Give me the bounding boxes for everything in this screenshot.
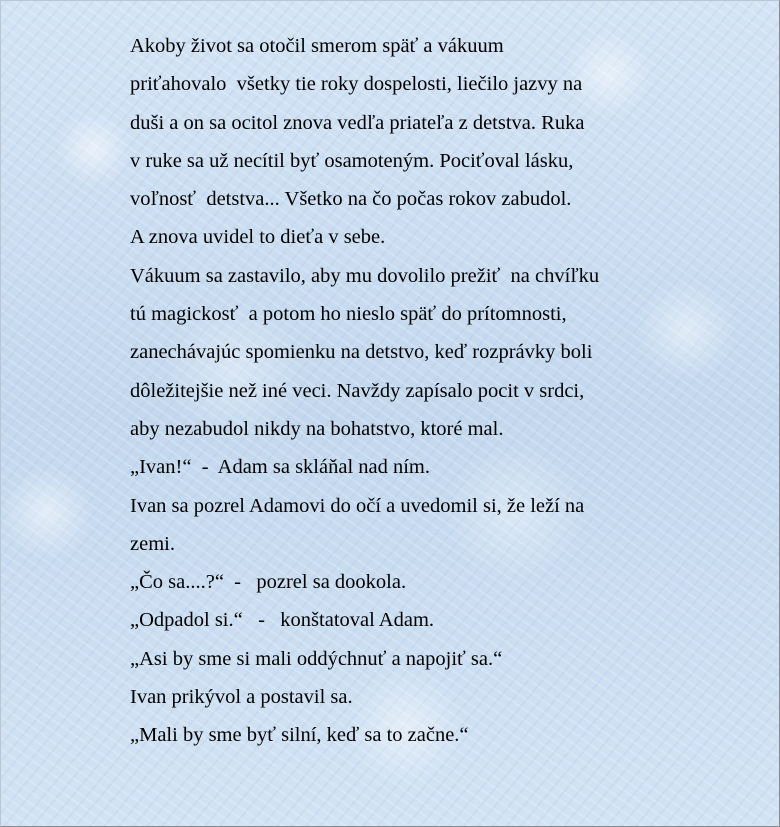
text-line: zemi. (130, 532, 175, 555)
text-line: zanechávajúc spomienku na detstvo, keď rozprávky boli (130, 341, 593, 364)
text-line: Vákuum sa zastavilo, aby mu dovolilo prežiť na chvíľku (130, 264, 600, 287)
text-line: Ivan prikývol a postavil sa. (130, 686, 353, 709)
dialogue-line: „Ivan!“ - Adam sa skláňal nad ním. (130, 456, 431, 479)
text-line: Ivan sa pozrel Adamovi do očí a uvedomil si, že leží na (130, 494, 585, 517)
story-text (130, 27, 650, 755)
text-line: tú magickosť a potom ho nieslo späť do prítomnosti, (130, 303, 567, 326)
text-line: Akoby život sa otočil smerom späť a vákuum (130, 35, 504, 57)
dialogue-line: „Odpadol si.“ - konštatoval Adam. (130, 609, 435, 632)
text-line: voľnosť detstva... Všetko na čo počas rokov zabudol. (130, 188, 572, 211)
dialogue-line: „Asi by sme si mali oddýchnuť a napojiť sa.“ (130, 647, 503, 670)
dialogue-line: „Čo sa....?“ - pozrel sa dookola. (130, 571, 407, 594)
text-line: dôležitejšie než iné veci. Navždy zapísalo pocit v srdci, (130, 379, 585, 402)
dialogue-line: „Mali by sme byť silní, keď sa to začne.“ (130, 724, 469, 747)
text-line: aby nezabudol nikdy na bohatstvo, ktoré mal. (130, 417, 504, 440)
text-line: priťahovalo všetky tie roky dospelosti, liečilo jazvy na (130, 73, 583, 96)
text-line: A znova uvidel to dieťa v sebe. (130, 226, 386, 249)
text-line: duši a on sa ocitol znova vedľa priateľa z detstva. Ruka (130, 111, 585, 134)
text-line: v ruke sa už necítil byť osamoteným. Pociťoval lásku, (130, 149, 574, 172)
